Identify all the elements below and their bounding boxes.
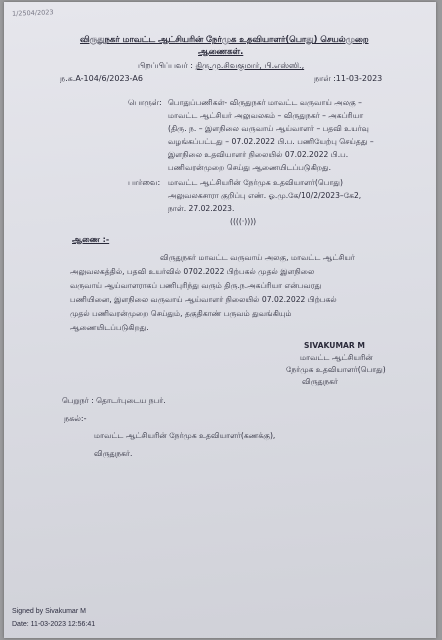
subject-line: பணிவரன்முறை செய்து ஆணையிடப்படுகிறது. [168, 163, 332, 172]
order-line: வருவாய் ஆய்வாளராகப் பணிபுரிந்து வரும் திரு.ந.அகப்ரியா என்பவரது [70, 281, 322, 290]
reference-date: நாள் :11-03-2023 [314, 74, 383, 83]
copy-recipient: மாவட்ட ஆட்சியரின் நேர்முக உதவியாளர்(கணக்கு), [94, 431, 276, 440]
reference-read-line: மாவட்ட ஆட்சியரின் நேர்முக உதவியாளர்(பொது) [168, 178, 343, 187]
subject-line: வழங்கப்பட்டது – 07.02.2022 பி.ப. பணியேற்பு செய்தது – [168, 137, 374, 146]
order-line: அலுவலகத்தில், பதவி உயர்வில் 0702.2022 பிற்பகல் முதல் இளநிலை [70, 267, 315, 276]
subject-line: இளநிலை உதவியாளர் நிலையில் 07.02.2022 பி.ப. [168, 150, 349, 159]
orders-heading: ஆணைகள். [198, 46, 244, 56]
signed-by-text: Signed by Sivakumar M [12, 608, 86, 615]
order-line: முதல் பணிவரன்முறை செய்தும், தகுதிகாண் பருவம் துவங்கியும் [70, 309, 292, 318]
presence-name: திரு.மு.சிவகுமார், பி.எஸ்ஸி., [195, 61, 305, 70]
signatory-designation: மாவட்ட ஆட்சியரின் [300, 353, 373, 362]
presence-label: பிறப்பிப்பவர் : [138, 61, 193, 70]
order-line: விருதுநகர் மாவட்ட வருவாய் அலகு, மாவட்ட ஆட்சியர் [160, 253, 355, 262]
subject-line: பொதுப்பணிகள்- விருதுநகர் மாவட்ட வருவாய் அலகு – [168, 98, 362, 107]
document-page [4, 2, 436, 638]
separator-mark: ((((·)))) [230, 217, 257, 226]
copy-label: நகல்:- [64, 414, 87, 423]
reference-number: ந.க.A-104/6/2023-A6 [60, 74, 143, 83]
reference-read-line: நாள். 27.02.2023. [168, 204, 235, 213]
copy-place: விருதுநகர். [94, 449, 133, 458]
subject-line: மாவட்ட ஆட்சியர் அலுவலகம் – விருதுநகர் – அகப்ரியா [168, 111, 364, 120]
reference-read-label: பார்வை: [128, 178, 161, 187]
presence-line [138, 60, 304, 71]
signed-date-text: Date: 11-03-2023 12:56:41 [12, 621, 96, 628]
signatory-place: விருதுநகர் [302, 377, 338, 386]
reference-read-line: அலுவலகசாரா குறிப்பு எண். ஓ.மு.கே/10/2/2023–கே2, [168, 191, 362, 200]
signatory-designation: நேர்முக உதவியாளர்(பொது) [286, 365, 386, 374]
signatory-name: SIVAKUMAR M [304, 341, 365, 350]
subject-line: (திரு. ந. – இளநிலை வருவாய் ஆய்வாளர் – பதவி உயர்வு [168, 124, 369, 133]
inward-stamp: 1/2504/2023 [11, 8, 54, 18]
order-heading: ஆணை :- [72, 235, 110, 244]
order-line: ஆணையிடப்படுகிறது. [70, 323, 149, 332]
recipient-line: பெறுநர் : தொடர்புடைய நபர். [62, 396, 166, 405]
order-line: பணியினை, இளநிலை வருவாய் ஆய்வாளர் நிலையில் 07.02.2022 பிற்பகல் [70, 295, 337, 304]
office-heading: விருதுநகர் மாவட்ட ஆட்சியரின் நேர்முக உதவியாளர்(பொது) செயல்முறை [80, 34, 369, 44]
subject-label: பொருள்: [128, 98, 162, 107]
